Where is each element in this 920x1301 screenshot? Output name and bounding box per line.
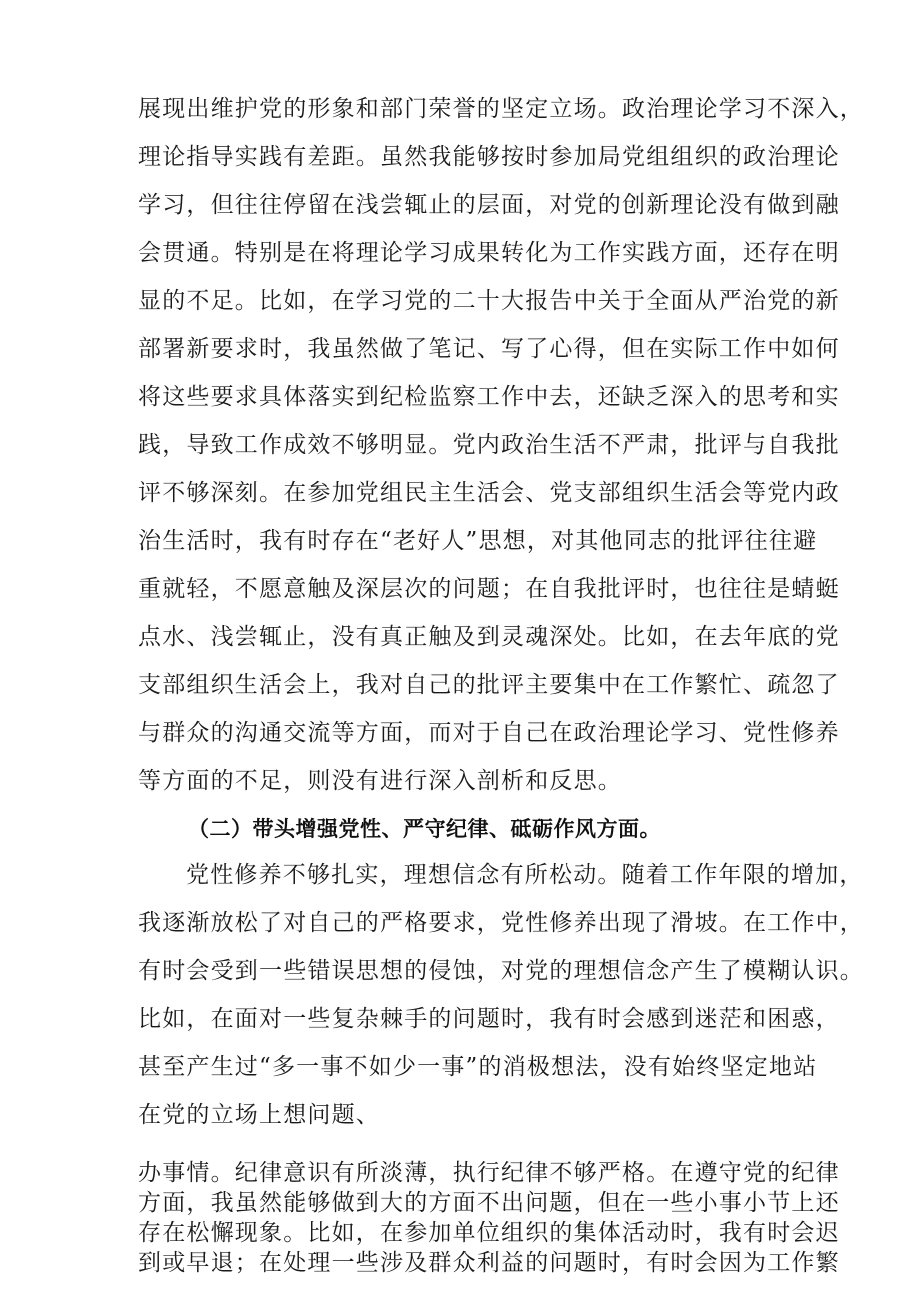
paragraph-1-line: 评不够深刻。在参加党组民主生活会、党支部组织生活会等党内政 (138, 480, 840, 506)
paragraph-1-line: 部署新要求时，我虽然做了笔记、写了心得，但在实际工作中如何 (138, 336, 840, 362)
paragraph-1-line: 将这些要求具体落实到纪检监察工作中去，还缺乏深入的思考和实 (138, 384, 840, 410)
paragraph-1-line: 等方面的不足，则没有进行深入剖析和反思。 (138, 768, 622, 794)
paragraph-1-line: 学习，但往往停留在浅尝辄止的层面，对党的创新理论没有做到融 (138, 192, 840, 218)
paragraph-3-line: 方面，我虽然能够做到大的方面不出问题，但在一些小事小节上还 (138, 1190, 840, 1216)
paragraph-1-line: 会贯通。特别是在将理论学习成果转化为工作实践方面，还存在明 (138, 240, 840, 266)
paragraph-2-line: 党性修养不够扎实，理想信念有所松动。随着工作年限的增加， (186, 862, 864, 888)
section-heading: （二）带头增强党性、严守纪律、砥砺作风方面。 (188, 817, 661, 841)
paragraph-1-line: 重就轻，不愿意触及深层次的问题；在自我批评时，也往往是蜻蜓 (138, 576, 840, 602)
paragraph-1-line: 理论指导实践有差距。虽然我能够按时参加局党组组织的政治理论 (138, 144, 840, 170)
paragraph-2-line: 我逐渐放松了对自己的严格要求，党性修养出现了滑坡。在工作中， (138, 910, 864, 936)
paragraph-3-line: 存在松懈现象。比如，在参加单位组织的集体活动时，我有时会迟 (138, 1220, 840, 1246)
paragraph-2-line: 甚至产生过“多一事不如少一事”的消极想法，没有始终坚定地站 (138, 1054, 818, 1080)
paragraph-1-line: 与群众的沟通交流等方面，而对于自己在政治理论学习、党性修养 (138, 720, 840, 746)
paragraph-1-line: 治生活时，我有时存在“老好人”思想，对其他同志的批评往往避 (138, 528, 818, 554)
paragraph-2-line: 在党的立场上想问题、 (138, 1102, 380, 1128)
paragraph-1-line: 展现出维护党的形象和部门荣誉的坚定立场。政治理论学习不深入， (138, 96, 864, 122)
paragraph-1-line: 践，导致工作成效不够明显。党内政治生活不严肃，批评与自我批 (138, 432, 840, 458)
paragraph-1-line: 支部组织生活会上，我对自己的批评主要集中在工作繁忙、疏忽了 (138, 672, 840, 698)
paragraph-2-line: 有时会受到一些错误思想的侵蚀，对党的理想信念产生了模糊认识。 (138, 958, 864, 984)
paragraph-3-line: 办事情。纪律意识有所淡薄，执行纪律不够严格。在遵守党的纪律 (138, 1160, 840, 1186)
paragraph-1-line: 显的不足。比如，在学习党的二十大报告中关于全面从严治党的新 (138, 288, 840, 314)
paragraph-3-line: 到或早退；在处理一些涉及群众利益的问题时，有时会因为工作繁 (138, 1250, 840, 1276)
paragraph-1-line: 点水、浅尝辄止，没有真正触及到灵魂深处。比如，在去年底的党 (138, 624, 840, 650)
paragraph-2-line: 比如，在面对一些复杂棘手的问题时，我有时会感到迷茫和困惑， (138, 1006, 840, 1032)
